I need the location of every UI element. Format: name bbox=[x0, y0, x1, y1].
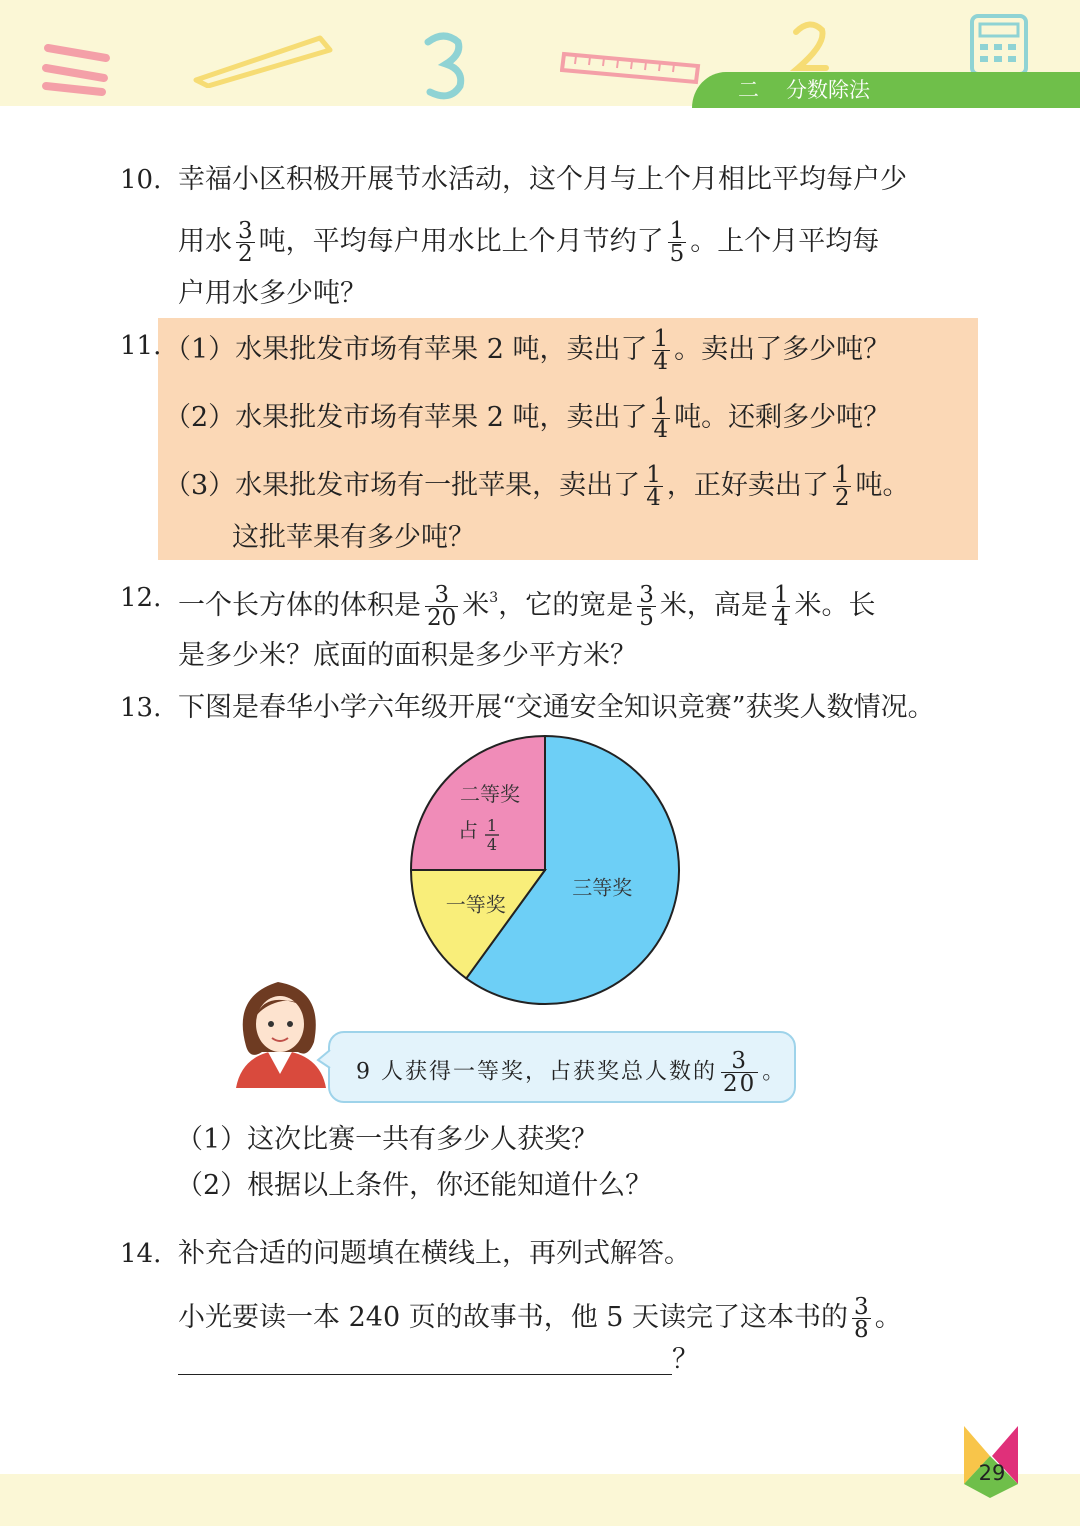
q14-line2 bbox=[178, 1296, 902, 1341]
q10-fraction-b-denominator: 5 bbox=[669, 241, 685, 267]
q11-part1-text-b: 。卖出了多少吨？ bbox=[674, 334, 891, 365]
q11-part3-fraction2-numerator: 1 bbox=[834, 462, 850, 488]
q12-fraction3 bbox=[772, 584, 791, 629]
q11-part2-denominator: 4 bbox=[653, 417, 669, 443]
bubble-text-a: 9 人获得一等奖，占获奖总人数的 bbox=[356, 1059, 717, 1085]
eraser-icon bbox=[38, 34, 118, 98]
q11-part2 bbox=[164, 396, 890, 441]
bubble-fraction-denominator: 20 bbox=[723, 1071, 757, 1097]
q11-part1-text-a: （1）水果批发市场有苹果 2 吨，卖出了 bbox=[164, 334, 648, 365]
q12-text-e: 米。长 bbox=[794, 590, 876, 621]
q11-part2-text-b: 吨。还剩多少吨？ bbox=[674, 402, 891, 433]
q12-fraction1-denominator: 20 bbox=[427, 605, 457, 631]
q14-number: 14. bbox=[120, 1239, 162, 1269]
slice-1-label: 三等奖 bbox=[572, 875, 633, 900]
q11-part1-denominator: 4 bbox=[653, 349, 669, 375]
q13-sub1: （1）这次比赛一共有多少人获奖？ bbox=[176, 1124, 599, 1155]
q11-part3-fraction1-numerator: 1 bbox=[646, 462, 661, 488]
chapter-number: 二 bbox=[738, 78, 759, 102]
q10-fraction-b bbox=[668, 220, 687, 265]
q10-text-c: 。上个月平均每 bbox=[690, 226, 880, 257]
chapter-name: 分数除法 bbox=[786, 78, 870, 102]
q11-part3-fraction2-denominator: 2 bbox=[834, 485, 850, 511]
q11-part3-text-c: 吨。 bbox=[855, 470, 910, 501]
q12-text-b: 米 bbox=[462, 590, 490, 621]
slice-3-fraction-numerator: 1 bbox=[486, 816, 498, 835]
q10-number: 10. bbox=[120, 165, 162, 195]
q10-text-b: 吨，平均每户用水比上个月节约了 bbox=[258, 226, 664, 257]
answer-question-mark: ？ bbox=[672, 1344, 699, 1375]
q12-text-d: 米，高是 bbox=[659, 590, 768, 621]
q14-fraction bbox=[852, 1296, 871, 1341]
q12-fraction1 bbox=[425, 584, 458, 629]
q11-part3-text-b: ，正好卖出了 bbox=[666, 470, 829, 501]
q10-line2 bbox=[178, 220, 879, 265]
speech-bubble-tail bbox=[316, 1048, 332, 1070]
q12-fraction1-numerator: 3 bbox=[434, 582, 449, 608]
chapter-tab bbox=[692, 72, 1080, 108]
teacher-avatar bbox=[228, 976, 332, 1088]
q14-line1: 补充合适的问题填在横线上，再列式解答。 bbox=[178, 1238, 691, 1269]
q11-part2-fraction bbox=[652, 396, 671, 441]
q11-part1-numerator: 1 bbox=[653, 326, 669, 352]
q12-text-c: ，它的宽是 bbox=[498, 590, 634, 621]
q12-fraction3-denominator: 4 bbox=[773, 605, 789, 631]
slice-2-label: 一等奖 bbox=[445, 892, 506, 917]
q12-superscript: 3 bbox=[489, 590, 499, 606]
q11-number: 11. bbox=[120, 331, 162, 361]
slice-3-fraction-denominator: 4 bbox=[486, 835, 498, 854]
q11-part1 bbox=[164, 328, 890, 373]
q14-fraction-numerator: 3 bbox=[854, 1294, 869, 1320]
pencil-icon bbox=[188, 28, 338, 88]
q12-fraction3-numerator: 1 bbox=[773, 582, 789, 608]
bubble-fraction-numerator: 3 bbox=[731, 1048, 748, 1074]
q12-line2: 是多少米？底面的面积是多少平方米？ bbox=[178, 640, 637, 671]
slice-3-note: 占 bbox=[458, 818, 478, 842]
q10-fraction-a-numerator: 3 bbox=[238, 218, 253, 244]
q11-part3-fraction2 bbox=[833, 464, 852, 509]
q11-part3 bbox=[164, 464, 909, 509]
q11-part2-numerator: 1 bbox=[653, 394, 669, 420]
q10-fraction-a-denominator: 2 bbox=[238, 241, 253, 267]
bubble-text-b: 。 bbox=[762, 1059, 787, 1085]
q11-part3-text-a: （3）水果批发市场有一批苹果，卖出了 bbox=[164, 470, 641, 501]
q10-text-a: 用水 bbox=[178, 226, 232, 257]
q11-part3-fraction1 bbox=[644, 464, 663, 509]
q12-fraction2-numerator: 3 bbox=[639, 582, 654, 608]
bubble-fraction bbox=[721, 1050, 758, 1095]
q10-line1: 幸福小区积极开展节水活动，这个月与上个月相比平均每户少 bbox=[178, 164, 907, 195]
q13-number: 13. bbox=[120, 693, 162, 723]
q12-fraction2 bbox=[637, 584, 656, 629]
q11-part1-fraction bbox=[652, 328, 671, 373]
q10-line3: 户用水多少吨？ bbox=[178, 278, 367, 309]
q11-part2-text-a: （2）水果批发市场有苹果 2 吨，卖出了 bbox=[164, 402, 648, 433]
answer-blank-line[interactable] bbox=[178, 1374, 672, 1375]
calculator-icon bbox=[966, 10, 1032, 76]
q10-fraction-b-numerator: 1 bbox=[669, 218, 685, 244]
q12-line1 bbox=[178, 580, 875, 629]
q11-part3-fraction1-denominator: 4 bbox=[646, 485, 661, 511]
footer-band bbox=[0, 1474, 1080, 1526]
q14-fraction-denominator: 8 bbox=[854, 1317, 869, 1343]
speech-bubble-text bbox=[356, 1050, 786, 1095]
number-two-icon bbox=[790, 18, 830, 76]
q10-fraction-a bbox=[236, 220, 255, 265]
q13-sub2: （2）根据以上条件，你还能知道什么？ bbox=[176, 1170, 653, 1201]
ruler-icon bbox=[560, 40, 702, 86]
page-number: 29 bbox=[978, 1461, 1006, 1485]
q12-number: 12. bbox=[120, 583, 162, 613]
q11-part3-line2: 这批苹果有多少吨？ bbox=[232, 522, 475, 553]
q12-fraction2-denominator: 5 bbox=[639, 605, 654, 631]
q12-text-a: 一个长方体的体积是 bbox=[178, 590, 421, 621]
pie-chart bbox=[400, 728, 690, 1018]
q14-text-a: 小光要读一本 240 页的故事书，他 5 天读完了这本书的 bbox=[178, 1302, 849, 1333]
q14-text-b: 。 bbox=[874, 1302, 902, 1333]
number-three-icon bbox=[420, 30, 470, 102]
slice-3-label: 二等奖 bbox=[460, 782, 520, 806]
q13-line1: 下图是春华小学六年级开展“交通安全知识竞赛”获奖人数情况。 bbox=[178, 692, 935, 723]
